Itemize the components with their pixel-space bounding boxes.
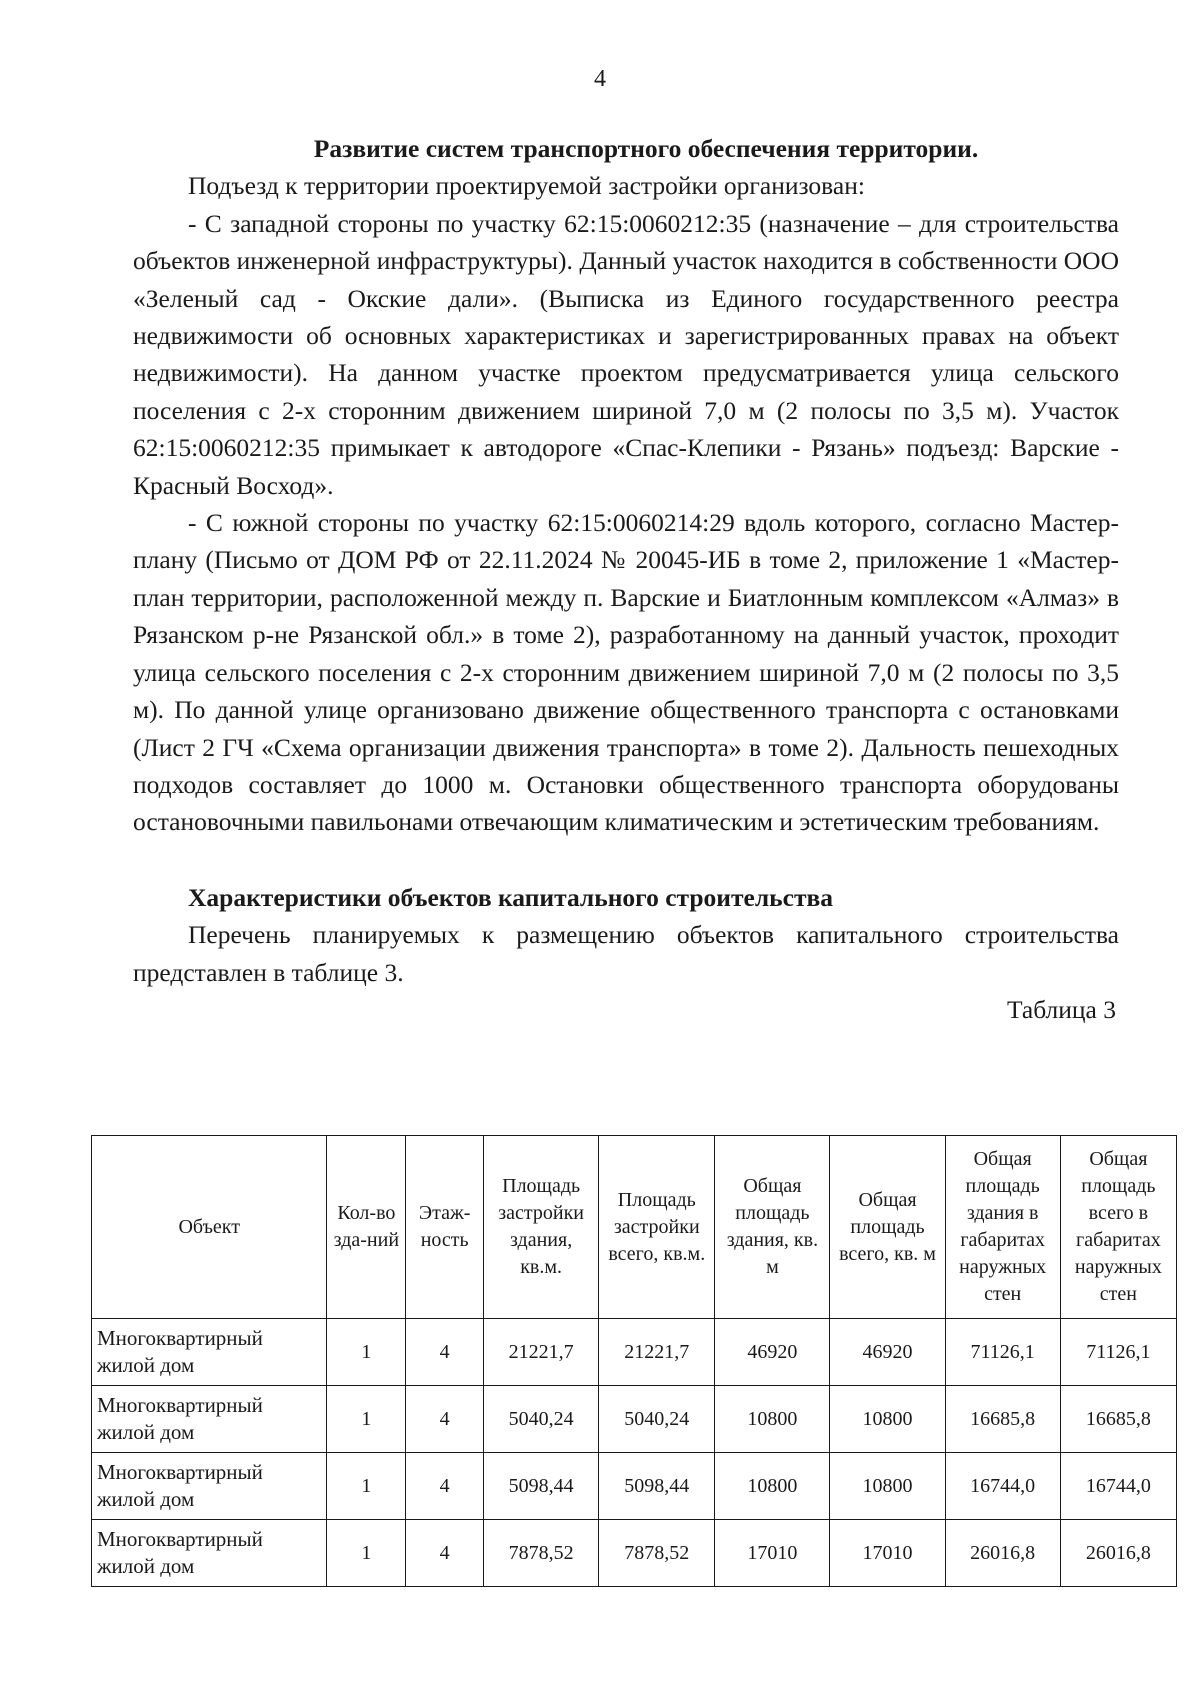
cell-total-area: 46920: [830, 1319, 945, 1386]
cell-building-footprint: 7878,52: [484, 1520, 599, 1587]
paragraph-table-intro: Перечень планируемых к размещению объектов капитального строительства представлен в таблице 3.: [133, 920, 1119, 987]
document-body: [133, 130, 1119, 1028]
cell-total-area-outer: 16685,8: [1060, 1386, 1176, 1453]
cell-building-area: 10800: [715, 1386, 830, 1453]
cell-building-area: 17010: [715, 1520, 830, 1587]
section-heading-buildings: Характеристики объектов капитального строительства: [188, 882, 833, 912]
table-header-row: [92, 1136, 1177, 1319]
table-row: [92, 1319, 1177, 1386]
cell-total-footprint: 5040,24: [599, 1386, 715, 1453]
paragraph-west-access: - С западной стороны по участку 62:15:0060212:35 (назначение – для строительства объектов инженерной инфраструктуры). Данный участок находится в собственности ООО «Зеленый сад - Окские дали». (Выписка из Единого государственного реестра недвижимости об основных характеристиках и зарегистрированных правах на объект недвижимости). На данном участке проектом предусматривается улица сельского поселения с 2-х сторонним движением шириной 7,0 м (2 полосы по 3,5 м). Участок 62:15:0060212:35 примыкает к автодороге «Спас-Клепики - Рязань» подъезд: Варские - Красный Восход».: [133, 208, 1119, 500]
cell-building-area-outer: 16685,8: [945, 1386, 1060, 1453]
cell-total-area: 17010: [830, 1520, 945, 1587]
cell-building-area-outer: 71126,1: [945, 1319, 1060, 1386]
cell-object: Многоквартирный жилой дом: [92, 1520, 327, 1587]
cell-total-area: 10800: [830, 1386, 945, 1453]
section-heading-transport: Развитие систем транспортного обеспечения территории.: [313, 134, 979, 163]
cell-building-footprint: 5098,44: [484, 1453, 599, 1520]
table-row: [92, 1453, 1177, 1520]
header-building-area-outer: Общая площадь здания в габаритах наружных стен: [945, 1136, 1060, 1319]
cell-total-area-outer: 71126,1: [1060, 1319, 1176, 1386]
cell-floors: 4: [406, 1319, 484, 1386]
cell-total-area-outer: 26016,8: [1060, 1520, 1176, 1587]
header-count: Кол-во зда-ний: [327, 1136, 406, 1319]
header-total-area: Общая площадь всего, кв. м: [830, 1136, 945, 1319]
table-row: [92, 1520, 1177, 1587]
cell-floors: 4: [406, 1453, 484, 1520]
cell-count: 1: [327, 1386, 406, 1453]
cell-building-area: 46920: [715, 1319, 830, 1386]
header-total-area-outer: Общая площадь всего в габаритах наружных стен: [1060, 1136, 1176, 1319]
cell-count: 1: [327, 1520, 406, 1587]
cell-total-area: 10800: [830, 1453, 945, 1520]
cell-floors: 4: [406, 1520, 484, 1587]
page-number: 4: [594, 66, 606, 92]
table-caption: Таблица 3: [1006, 994, 1116, 1024]
header-object: Объект: [92, 1136, 327, 1319]
cell-count: 1: [327, 1453, 406, 1520]
paragraph-intro: Подъезд к территории проектируемой застройки организован:: [188, 171, 865, 201]
buildings-table: [91, 1135, 1177, 1587]
header-floors: Этаж-ность: [406, 1136, 484, 1319]
cell-count: 1: [327, 1319, 406, 1386]
cell-building-area-outer: 26016,8: [945, 1520, 1060, 1587]
cell-object: Многоквартирный жилой дом: [92, 1386, 327, 1453]
header-total-footprint: Площадь застройки всего, кв.м.: [599, 1136, 715, 1319]
spacer: [133, 841, 1119, 879]
paragraph-south-access: - С южной стороны по участку 62:15:0060214:29 вдоль которого, согласно Мастер-плану (Письмо от ДОМ РФ от 22.11.2024 № 20045-ИБ в томе 2, приложение 1 «Мастер-план территории, расположенной между п. Варские и Биатлонным комплексом «Алмаз» в Рязанском р-не Рязанской обл.» в томе 2), разработанному на данный участок, проходит улица сельского поселения с 2-х сторонним движением шириной 7,0 м (2 полосы по 3,5 м). По данной улице организовано движение общественного транспорта с остановками (Лист 2 ГЧ «Схема организации движения транспорта» в томе 2). Дальность пешеходных подходов составляет до 1000 м. Остановки общественного транспорта оборудованы остановочными павильонами отвечающим климатическим и эстетическим требованиям.: [133, 508, 1119, 837]
cell-building-footprint: 5040,24: [484, 1386, 599, 1453]
cell-total-footprint: 5098,44: [599, 1453, 715, 1520]
cell-total-footprint: 7878,52: [599, 1520, 715, 1587]
cell-object: Многоквартирный жилой дом: [92, 1453, 327, 1520]
header-building-footprint: Площадь застройки здания, кв.м.: [484, 1136, 599, 1319]
header-building-area: Общая площадь здания, кв. м: [715, 1136, 830, 1319]
cell-object: Многоквартирный жилой дом: [92, 1319, 327, 1386]
cell-building-footprint: 21221,7: [484, 1319, 599, 1386]
cell-building-area-outer: 16744,0: [945, 1453, 1060, 1520]
cell-total-area-outer: 16744,0: [1060, 1453, 1176, 1520]
cell-total-footprint: 21221,7: [599, 1319, 715, 1386]
cell-building-area: 10800: [715, 1453, 830, 1520]
table-row: [92, 1386, 1177, 1453]
cell-floors: 4: [406, 1386, 484, 1453]
